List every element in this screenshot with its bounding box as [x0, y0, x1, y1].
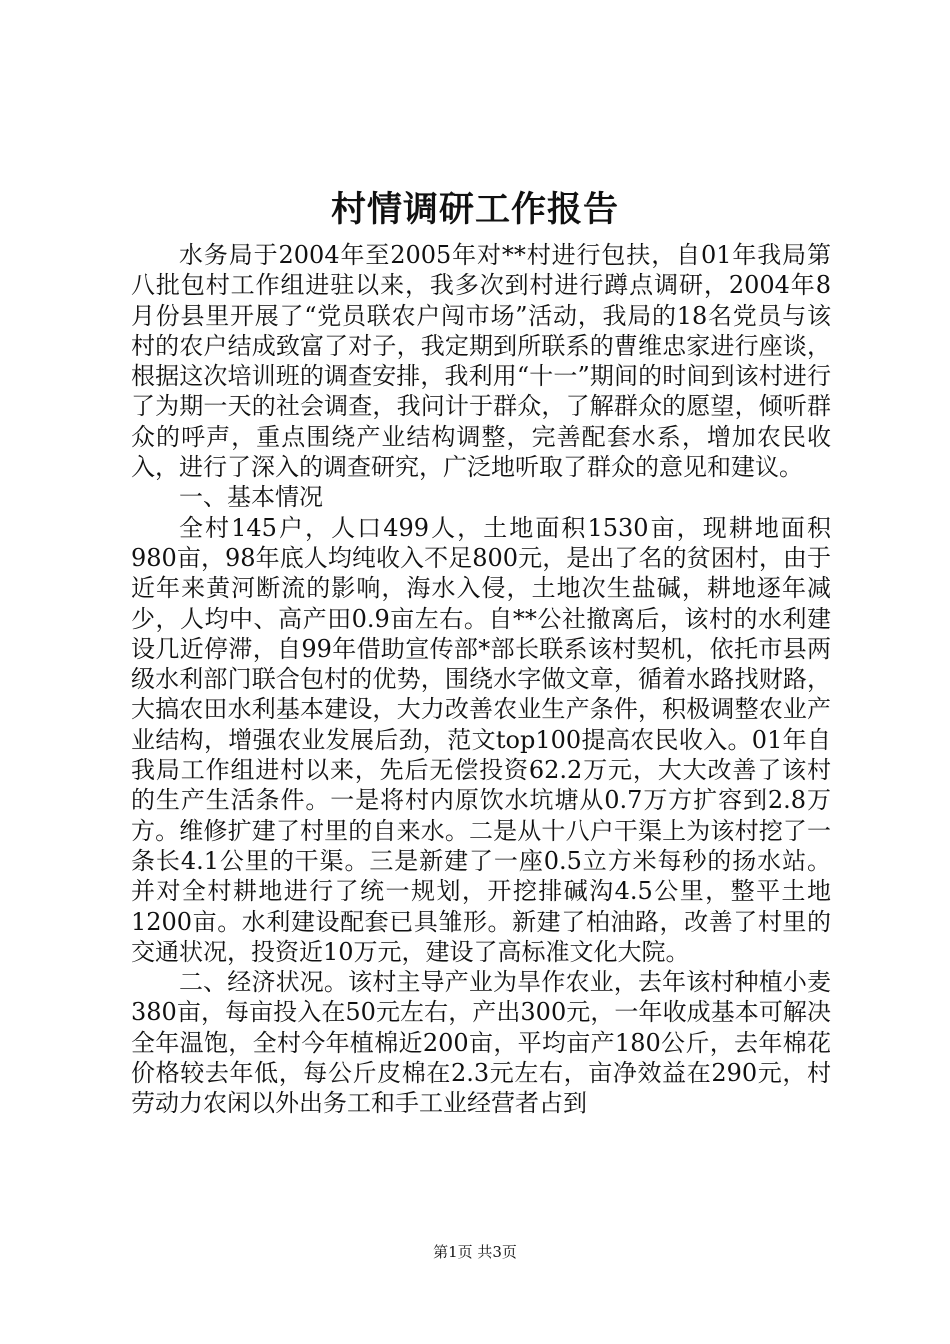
page-footer: 第1页 共3页	[433, 1243, 517, 1261]
section-heading-basic-situation: 一、基本情况	[179, 483, 323, 512]
paragraph-intro: 水务局于2004年至2005年对**村进行包扶，自01年我局第八批包村工作组进驻以来，我多次到村进行蹲点调研，2004年8月份县里开展了“党员联农户闯市场”活动，我局的18名党员与该村的农户结成致富了对子，我定期到所联系的曹维忠家进行座谈，根据这次培训班的调查安排，我利用“十一”期间的时间到该村进行了为期一天的社会调查，我问计于群众，了解群众的愿望，倾听群众的呼声，重点围绕产业结构调整，完善配套水系，增加农民收入，进行了深入的调查研究，广泛地听取了群众的意见和建议。	[131, 241, 831, 482]
paragraph-basic-situation: 全村145户，人口499人，土地面积1530亩，现耕地面积980亩，98年底人均纯收入不足800元，是出了名的贫困村，由于近年来黄河断流的影响，海水入侵，土地次生盐碱，耕地逐年减少，人均中、高产田0.9亩左右。自**公社撤离后，该村的水利建设几近停滞，自99年借助宣传部*部长联系该村契机，依托市县两级水利部门联合包村的优势，围绕水字做文章，循着水路找财路，大搞农田水利基本建设，大力改善农业生产条件，积极调整农业产业结构，增强农业发展后劲，范文top100提高农民收入。01年自我局工作组进村以来，先后无偿投资62.2万元，大大改善了该村的生产生活条件。一是将村内原饮水坑塘从0.7万方扩容到2.8万方。维修扩建了村里的自来水。二是从十八户干渠上为该村挖了一条长4.1公里的干渠。三是新建了一座0.5立方米每秒的扬水站。并对全村耕地进行了统一规划，开挖排碱沟4.5公里，整平土地1200亩。水利建设配套已具雏形。新建了柏油路，改善了村里的交通状况，投资近10万元，建设了高标准文化大院。	[131, 513, 831, 966]
paragraph-economic-situation: 二、经济状况。该村主导产业为旱作农业，去年该村种植小麦380亩，每亩投入在50元左右，产出300元，一年收成基本可解决全年温饱，全村今年植棉近200亩，平均亩产180公斤，去年棉花价格较去年低，每公斤皮棉在2.3元左右，亩净效益在290元，村劳动力农闲以外出务工和手工业经营者占到	[131, 968, 831, 1118]
document-title: 村情调研工作报告	[330, 189, 619, 230]
document-body	[131, 240, 831, 1119]
